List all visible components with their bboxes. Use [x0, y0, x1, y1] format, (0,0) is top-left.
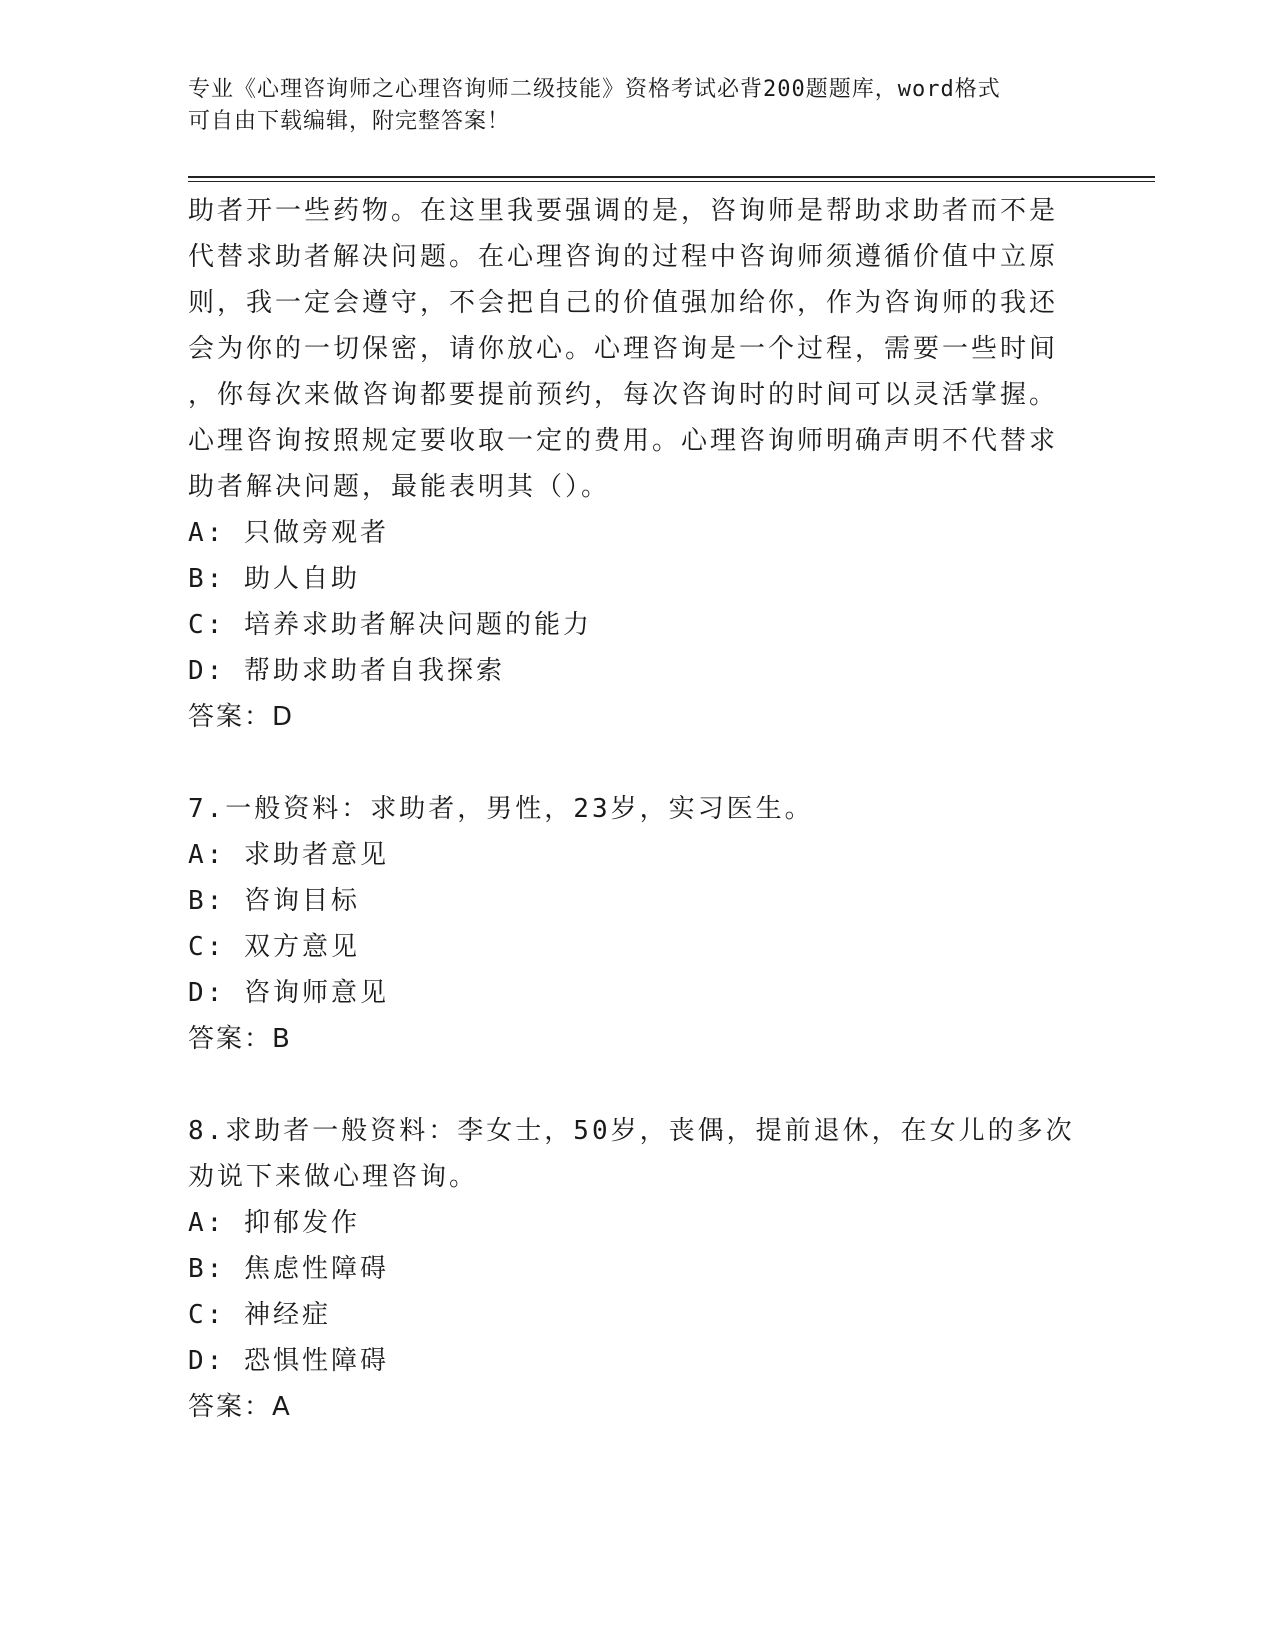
option-d: D: 恐惧性障碍	[188, 1346, 389, 1376]
header-rule-thick	[188, 176, 1155, 178]
question-text-line: 助者开一些药物。在这里我要强调的是，咨询师是帮助求助者而不是	[188, 196, 1059, 226]
option-a: A: 抑郁发作	[188, 1208, 360, 1238]
question-text-line: ，你每次来做咨询都要提前预约，每次咨询时的时间可以灵活掌握。	[188, 380, 1059, 410]
option-d: D: 帮助求助者自我探索	[188, 656, 505, 686]
option-c: C: 培养求助者解决问题的能力	[188, 610, 592, 640]
option-b: B: 焦虑性障碍	[188, 1254, 389, 1284]
question-text-line: 则，我一定会遵守，不会把自己的价值强加给你，作为咨询师的我还	[188, 288, 1059, 318]
option-b: B: 咨询目标	[188, 886, 360, 916]
question-8	[188, 1108, 1088, 1430]
spacer	[188, 1062, 1088, 1108]
header-line-2: 可自由下载编辑，附完整答案！	[188, 109, 511, 134]
question-6-continuation	[188, 188, 1088, 740]
option-b: B: 助人自助	[188, 564, 360, 594]
question-text-line: 劝说下来做心理咨询。	[188, 1162, 479, 1192]
question-7	[188, 786, 1088, 1062]
question-text-line: 8.求助者一般资料：李女士，50岁，丧偶，提前退休，在女儿的多次	[188, 1116, 1075, 1146]
question-text-line: 心理咨询按照规定要收取一定的费用。心理咨询师明确声明不代替求	[188, 426, 1059, 456]
spacer	[188, 740, 1088, 786]
answer-line: 答案：B	[188, 1024, 292, 1054]
answer-line: 答案：D	[188, 702, 295, 732]
question-text-line: 助者解决问题，最能表明其（）。	[188, 472, 611, 502]
answer-line: 答案：A	[188, 1392, 292, 1422]
header-rule-thin	[188, 181, 1155, 182]
option-a: A: 只做旁观者	[188, 518, 389, 548]
question-text-line: 会为你的一切保密，请你放心。心理咨询是一个过程，需要一些时间	[188, 334, 1059, 364]
option-c: C: 双方意见	[188, 932, 360, 962]
document-header	[188, 74, 1068, 138]
document-body	[188, 188, 1088, 1430]
question-text-line: 代替求助者解决问题。在心理咨询的过程中咨询师须遵循价值中立原	[188, 242, 1059, 272]
option-c: C: 神经症	[188, 1300, 331, 1330]
option-a: A: 求助者意见	[188, 840, 389, 870]
question-text-line: 7.一般资料：求助者，男性，23岁，实习医生。	[188, 794, 814, 824]
option-d: D: 咨询师意见	[188, 978, 389, 1008]
header-line-1: 专业《心理咨询师之心理咨询师二级技能》资格考试必背200题题库，word格式	[188, 77, 1001, 102]
